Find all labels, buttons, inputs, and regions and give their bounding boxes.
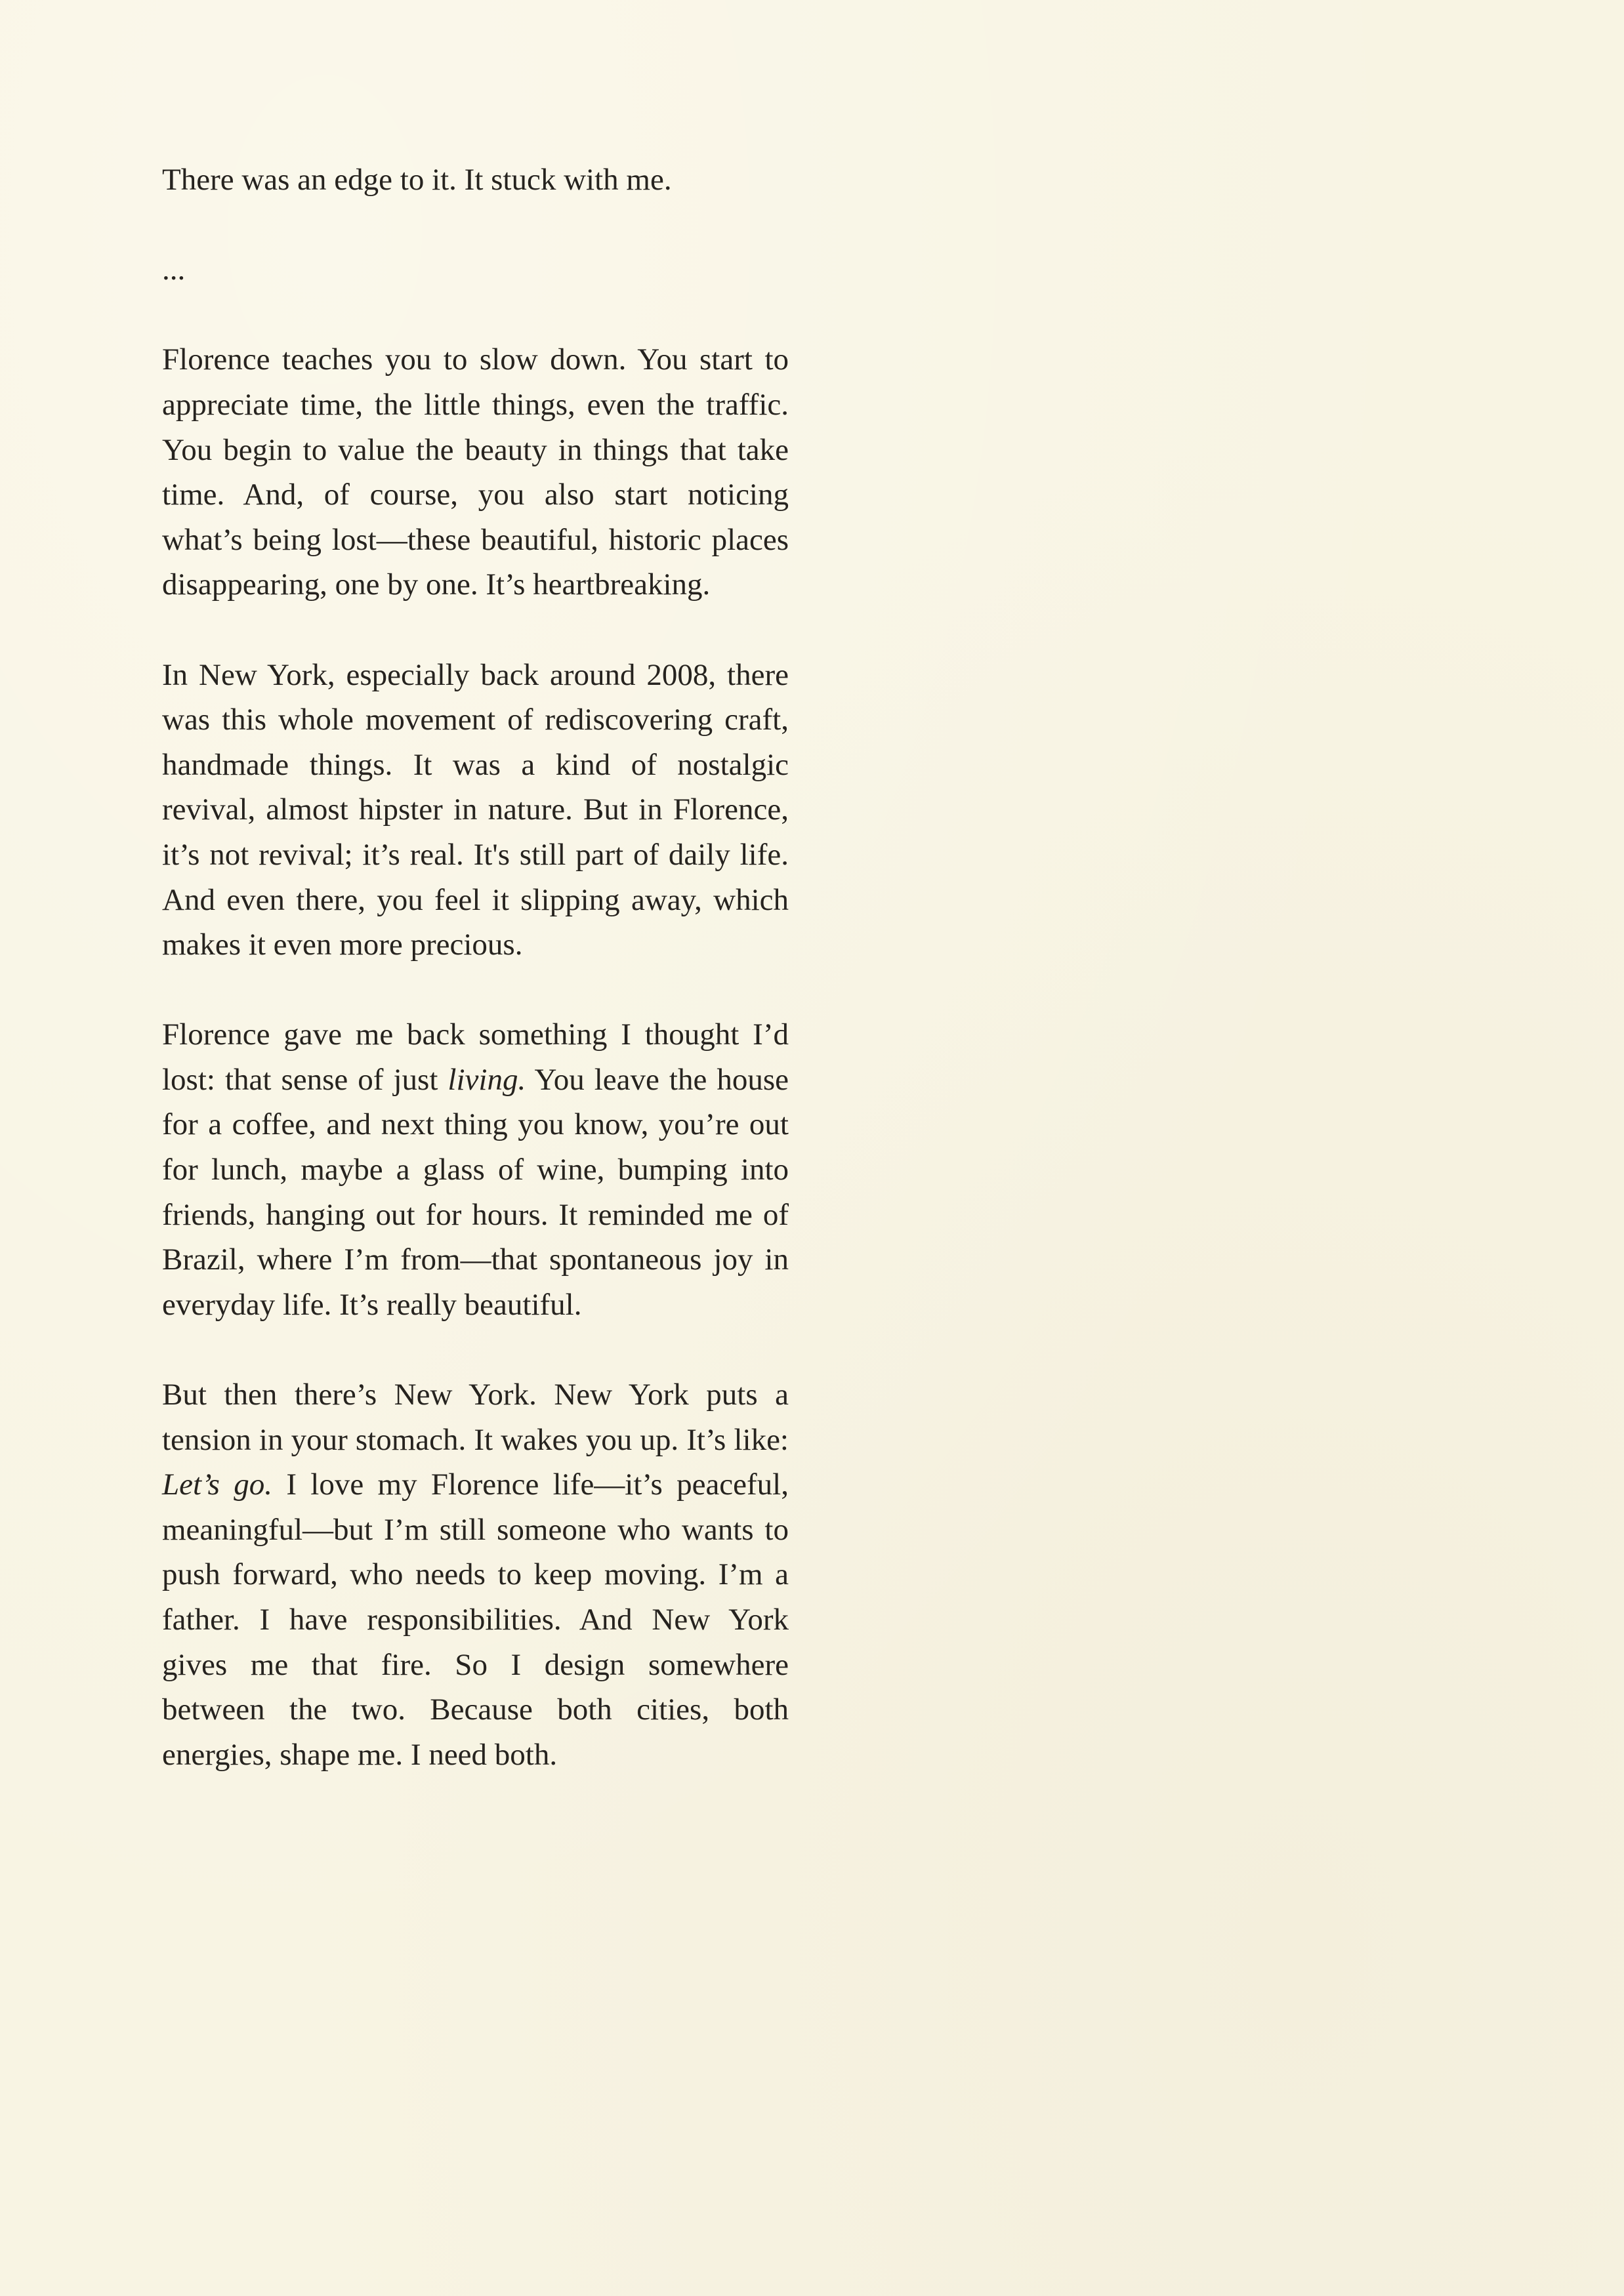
paragraph-text-before: But then there’s New York. New York puts a tension in your stomach. It wakes you up. It’s like: (162, 1378, 789, 1457)
paragraph-text-before: Florence gave me back something I thought I’d lost: that sense of just (162, 1017, 789, 1097)
document-body (162, 157, 789, 1822)
paragraph-text-after: I love my Florence life—it’s peaceful, meaningful—but I’m still someone who wants to push forward, who needs to keep moving. I’m a father. I have responsibilities. And New York gives me that fire. So I design somewhere between the two. Because both cities, both energies, shape me. I need both. (162, 1467, 789, 1772)
emphasis-living: living. (448, 1062, 526, 1097)
paragraph-florence-living (162, 1012, 789, 1327)
paragraph-new-york-craft: In New York, especially back around 2008, there was this whole movement of rediscovering craft, handmade things. It was a kind of nostalgic revival, almost hipster in nature. But in Florence, it’s not revival; it’s real. It's still part of daily life. And even there, you feel it slipping away, which makes it even more precious. (162, 657, 789, 962)
paragraph-text-after: You leave the house for a coffee, and next thing you know, you’re out for lunch, maybe a glass of wine, bumping into friends, hanging out for hours. It reminded me of Brazil, where I’m from—that spontaneous joy in everyday life. It’s really beautiful. (162, 1062, 789, 1322)
section-break-ellipsis: ... (162, 253, 186, 287)
paragraph-new-york-tension (162, 1372, 789, 1777)
emphasis-lets-go: Let’s go. (162, 1467, 273, 1502)
paragraph-florence-slow-down: Florence teaches you to slow down. You start to appreciate time, the little things, even the traffic. You begin to value the beauty in things that take time. And, of course, you also start noticing what’s being lost—these beautiful, historic places disappearing, one by one. It’s heartbreaking. (162, 342, 789, 602)
paragraph-edge: There was an edge to it. It stuck with me. (162, 163, 672, 197)
